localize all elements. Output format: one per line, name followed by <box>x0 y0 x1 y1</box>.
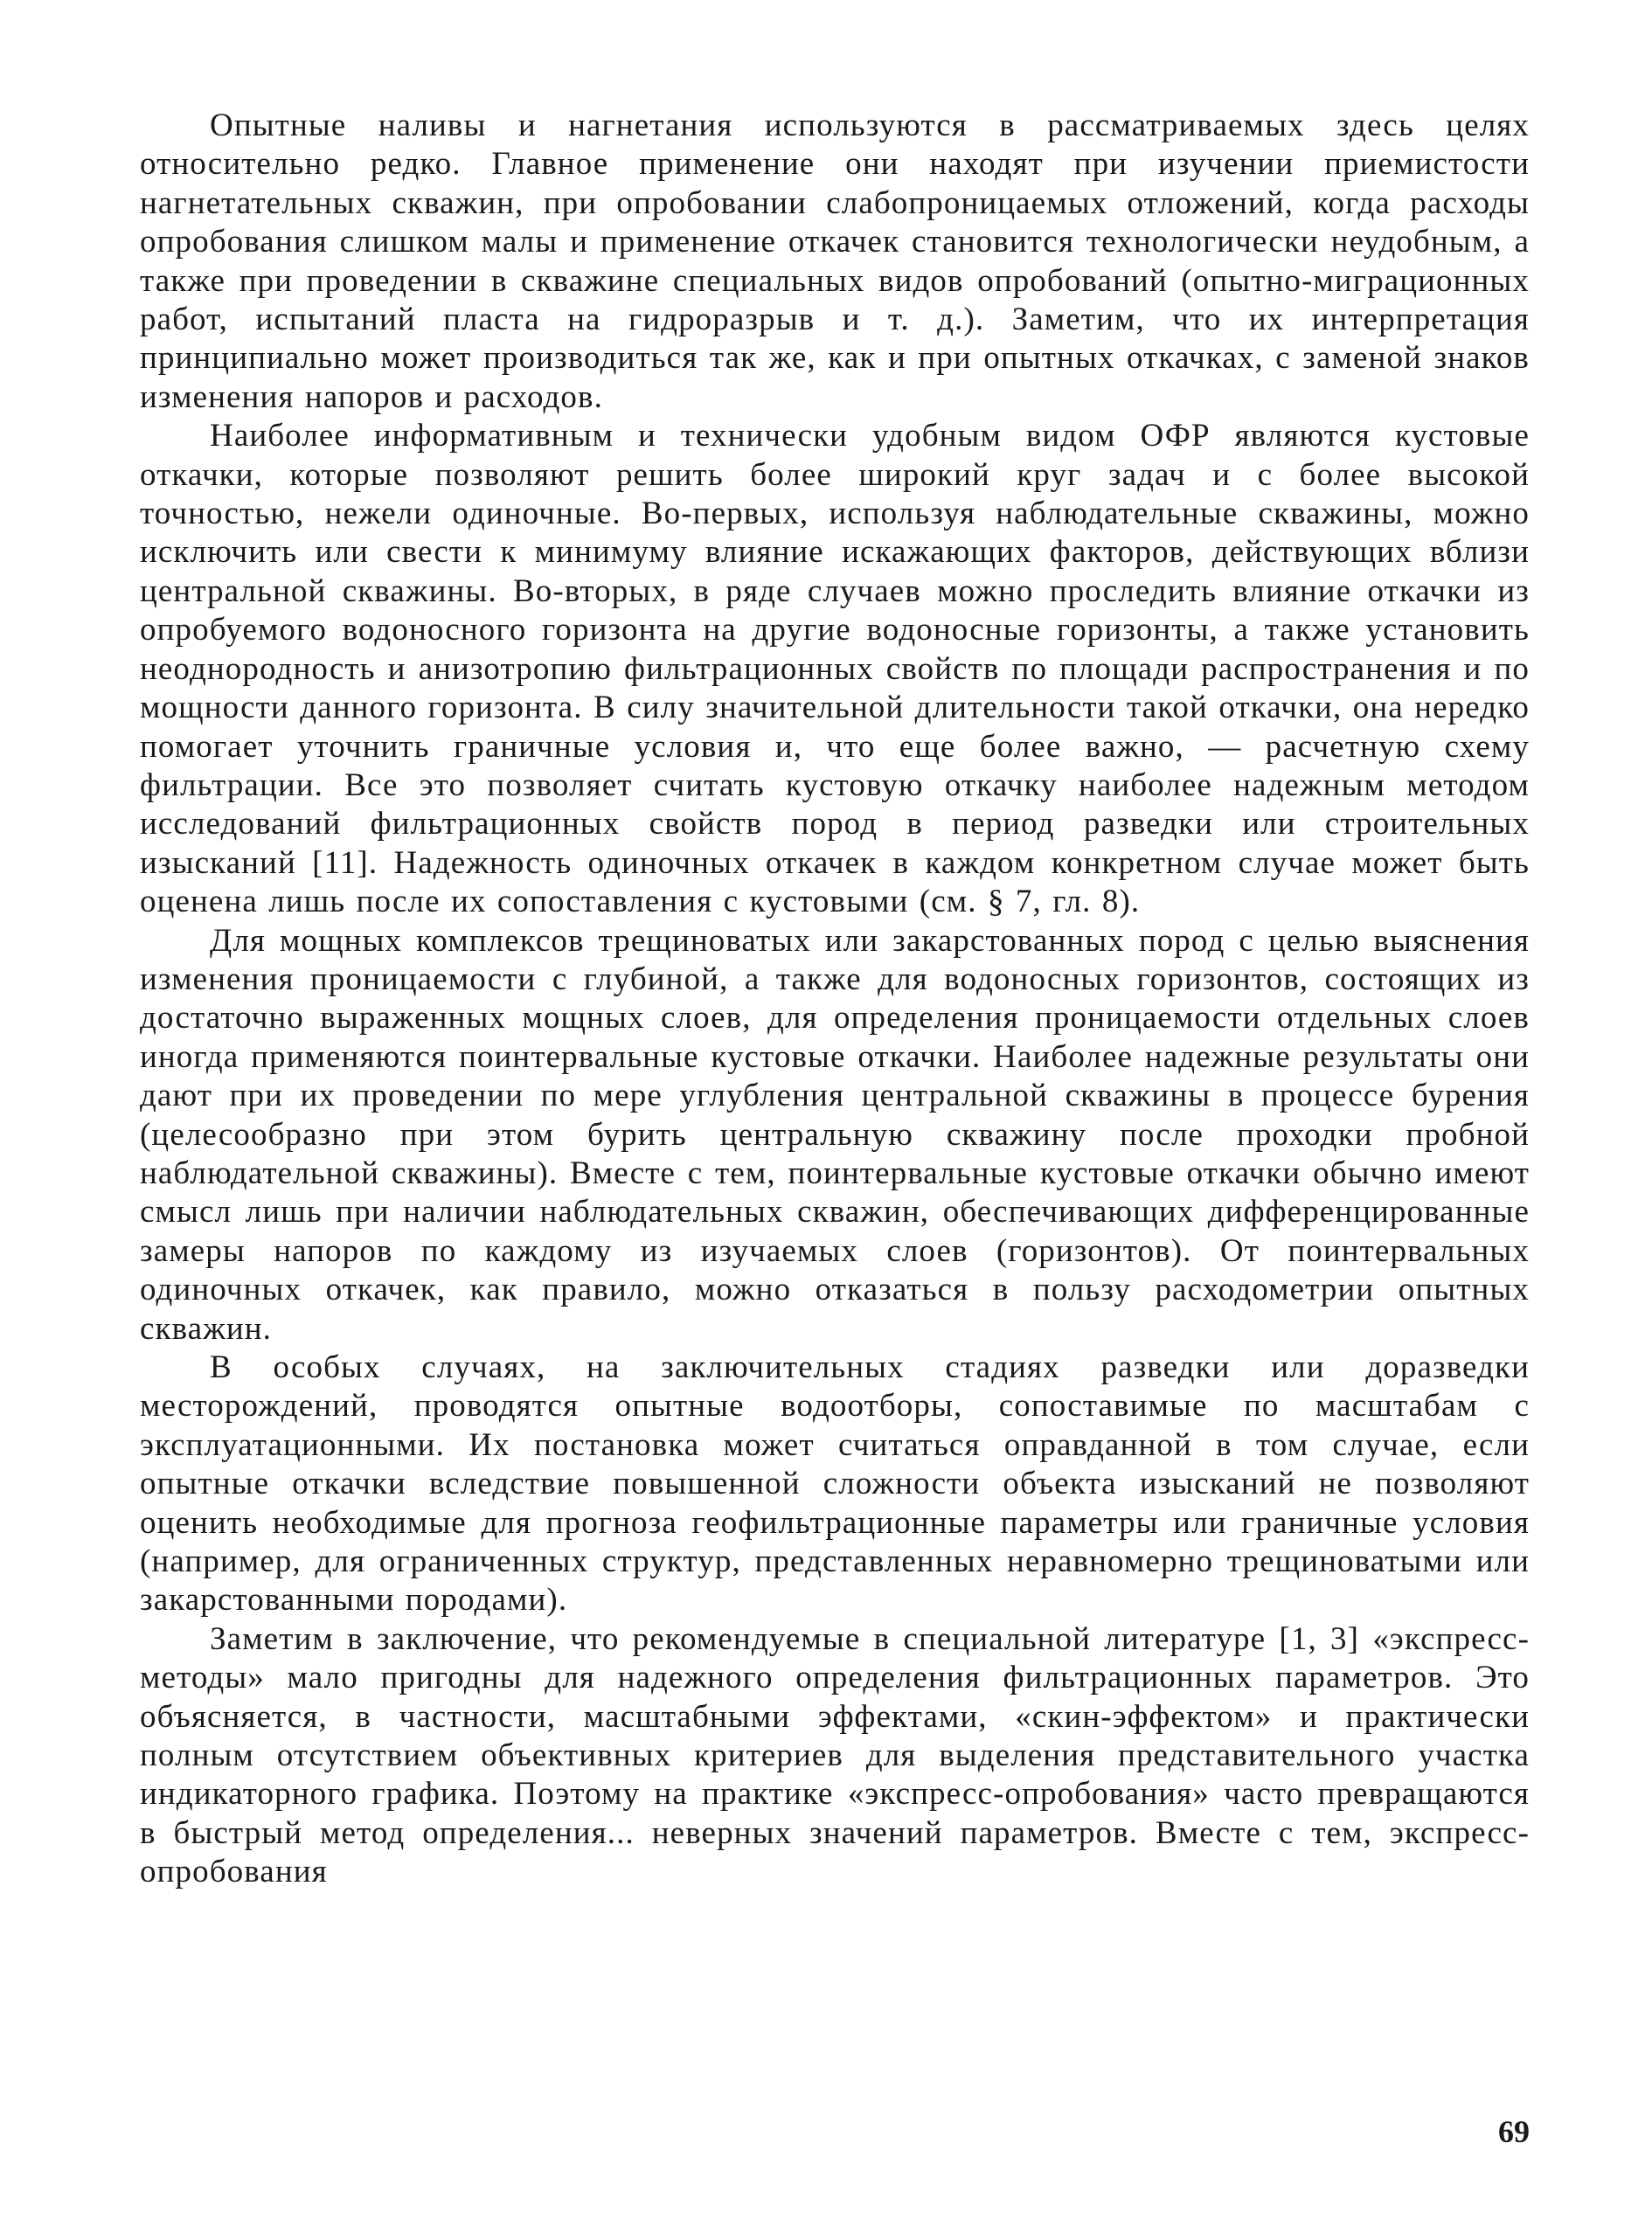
paragraph-interval-pumping: Для мощных комплексов трещиноватых или закарстованных пород с целью выяснения изменения проницаемости с глубиной, а также для водоносных горизонтов, состоящих из достаточно выраженных мощных слоев, для определения проницаемости отдельных слоев иногда применяются поинтервальные кустовые откачки. Наиболее надежные результаты они дают при их проведении по мере углубления центральной скважины в процессе бурения (целесообразно при этом бурить центральную скважину после проходки пробной наблюдательной скважины). Вместе с тем, поинтервальные кустовые откачки обычно имеют смысл лишь при наличии наблюдательных скважин, обеспечивающих дифференцированные замеры напоров по каждому из изучаемых слоев (горизонтов). От поинтервальных одиночных откачек, как правило, можно отказаться в пользу расходометрии опытных скважин. <box>140 922 1530 1347</box>
paragraph-test-injections: Опытные наливы и нагнетания используются в рассматриваемых здесь целях относительно редко. Главное применение они находят при изучении приемистости нагнетательных скважин, при опробовании слабопроницаемых отложений, когда расходы опробования слишком малы и применение откачек становится технологически неудобным, а также при проведении в скважине специальных видов опробований (опытно-миграционных работ, испытаний пласта на гидроразрыв и т. д.). Заметим, что их интерпретация принципиально может производиться так же, как и при опытных откачках, с заменой знаков изменения напоров и расходов. <box>140 107 1530 415</box>
paragraph-test-withdrawals: В особых случаях, на заключительных стадиях разведки или доразведки месторождений, проводятся опытные водоотборы, сопоставимые по масштабам с эксплуатационными. Их постановка может считаться оправданной в том случае, если опытные откачки вследствие повышенной сложности объекта изысканий не позволяют оценить необходимые для прогноза геофильтрационные параметры или граничные условия (например, для ограниченных структур, представленных неравномерно трещиноватыми или закарстованными породами). <box>140 1349 1530 1619</box>
page-number: 69 <box>1498 2114 1530 2149</box>
paragraph-cluster-pumping: Наиболее информативным и технически удобным видом ОФР являются кустовые откачки, которые позволяют решить более широкий круг задач и с более высокой точностью, нежели одиночные. Во-первых, используя наблюдательные скважины, можно исключить или свести к минимуму влияние искажающих факторов, действующих вблизи центральной скважины. Во-вторых, в ряде случаев можно проследить влияние откачки из опробуемого водоносного горизонта на другие водоносные горизонты, а также установить неоднородность и анизотропию фильтрационных свойств по площади распространения и по мощности данного горизонта. В силу значительной длительности такой откачки, она нередко помогает уточнить граничные условия и, что еще более важно, — расчетную схему фильтрации. Все это позволяет считать кустовую откачку наиболее надежным методом исследований фильтрационных свойств пород в период разведки или строительных изысканий [11]. Надежность одиночных откачек в каждом конкретном случае может быть оценена лишь после их сопоставления с кустовыми (см. § 7, гл. 8). <box>140 418 1530 920</box>
paragraph-express-methods: Заметим в заключение, что рекомендуемые в специальной литературе [1, 3] «экспресс-методы» мало пригодны для надежного определения фильтрационных параметров. Это объясняется, в частности, масштабными эффектами, «скин-эффектом» и практически полным отсутствием объективных критериев для выделения представительного участка индикаторного графика. Поэтому на практике «экспресс-опробования» часто превращаются в быстрый метод определения... неверных значений параметров. Вместе с тем, экспресс-опробования <box>140 1620 1530 1890</box>
page-body <box>140 107 1530 1892</box>
